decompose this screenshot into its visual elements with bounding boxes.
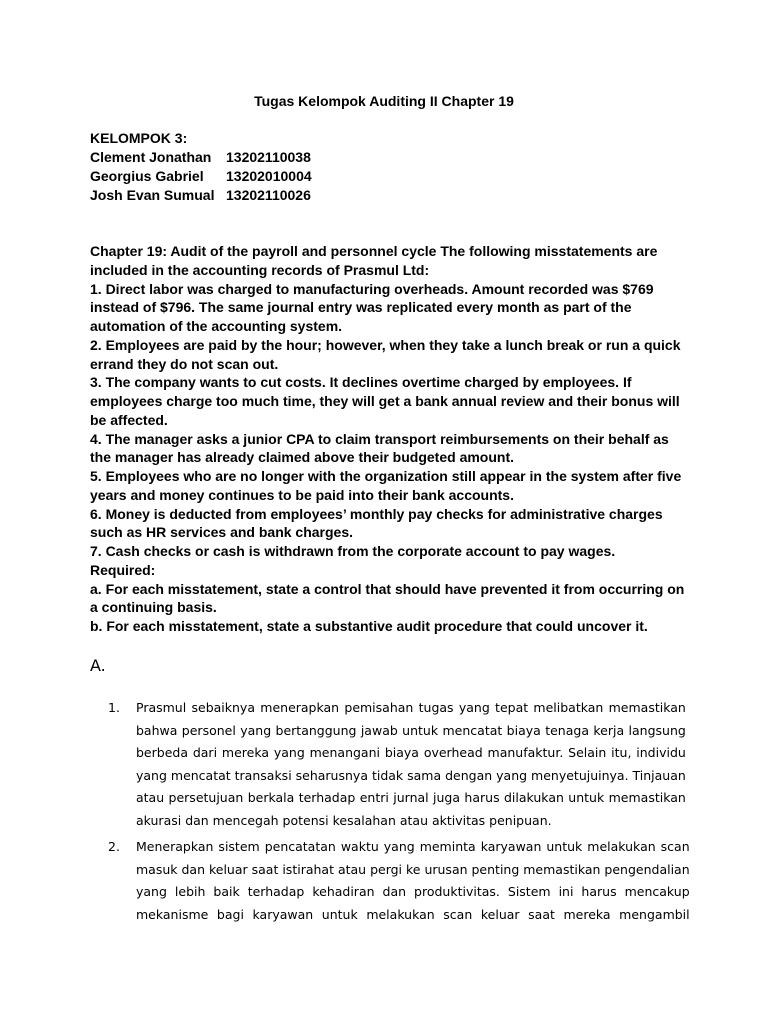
group-member	[90, 148, 312, 167]
case-line: instead of $796. The same journal entry was replicated every month as part of the	[90, 299, 632, 316]
answer-text	[136, 697, 686, 832]
case-line: 2. Employees are paid by the hour; however, when they take a lunch break or run a quick	[90, 336, 681, 353]
case-line: b. For each misstatement, state a substantive audit procedure that could uncover it.	[90, 618, 648, 634]
case-line: included in the accounting records of Prasmul Ltd:	[90, 261, 430, 278]
answer-number: 1.	[108, 700, 120, 715]
member-name: Georgius Gabriel	[90, 168, 204, 184]
answer-line: Menerapkan sistem pencatatan waktu yang meminta karyawan untuk melakukan scan	[136, 839, 690, 854]
case-line: employees charge too much time, they will get a bank annual review and their bonus will	[90, 393, 680, 409]
member-id: 13202010004	[226, 168, 312, 184]
case-line: 7. Cash checks or cash is withdrawn from the corporate account to pay wages.	[90, 543, 616, 559]
group-heading: KELOMPOK 3:	[90, 130, 188, 146]
answer-number: 2.	[108, 839, 120, 854]
case-line: 3. The company wants to cut costs. It declines overtime charged by employees. If	[90, 374, 632, 391]
answer-line: bahwa personel yang bertanggung jawab untuk mencatat biaya tenaga kerja langsung	[136, 722, 686, 738]
member-id: 13202110038	[226, 149, 311, 165]
answer-line: mekanisme bagi karyawan untuk melakukan scan keluar saat mereka mengambil	[136, 906, 690, 922]
answer-line: akurasi dan mencegah potensi kesalahan atau aktivitas penipuan.	[136, 812, 552, 828]
case-line: 6. Money is deducted from employees’ monthly pay checks for administrative charges	[90, 505, 663, 522]
answer-item	[108, 836, 690, 926]
case-line: a continuing basis.	[90, 599, 217, 616]
case-line: such as HR services and bank charges.	[90, 524, 354, 541]
case-line: errand they do not scan out.	[90, 355, 279, 372]
section-a-heading: A.	[90, 656, 106, 675]
case-line: be affected.	[90, 411, 168, 428]
answer-line: atau persetujuan berkala terhadap entri jurnal juga harus dilakukan untuk memastikan	[136, 790, 686, 805]
case-line: 4. The manager asks a junior CPA to claim transport reimbursements on their behalf as	[90, 430, 669, 447]
case-line: automation of the accounting system.	[90, 318, 343, 334]
case-line: 5. Employees who are no longer with the organization still appear in the system after five	[90, 468, 682, 484]
document-title: Tugas Kelompok Auditing II Chapter 19	[254, 93, 514, 109]
case-line: years and money continues to be paid into their bank accounts.	[90, 486, 514, 503]
answer-line: Prasmul sebaiknya menerapkan pemisahan tugas yang tepat melibatkan memastikan	[136, 700, 686, 715]
case-line: Chapter 19: Audit of the payroll and personnel cycle The following misstatements are	[90, 243, 658, 259]
case-description	[90, 242, 690, 636]
group-member	[90, 167, 312, 186]
case-line: Required:	[90, 561, 156, 578]
answer-list	[108, 697, 690, 930]
member-name: Clement Jonathan	[90, 149, 212, 165]
member-id: 13202110026	[226, 187, 311, 203]
case-line: a. For each misstatement, state a control that should have prevented it from occurring on	[90, 580, 685, 597]
answer-item	[108, 697, 686, 832]
answer-line: yang lebih baik terhadap kehadiran dan produktivitas. Sistem ini harus mencakup	[136, 884, 690, 899]
member-name: Josh Evan Sumual	[90, 187, 215, 203]
answer-line: masuk dan keluar saat istirahat atau pergi ke urusan penting memastikan pengendalian	[136, 861, 690, 877]
answer-line: berbeda dari mereka yang menangani biaya overhead manufaktur. Selain itu, individu	[136, 745, 686, 760]
answer-line: yang mencatat transaksi seharusnya tidak sama dengan yang menyetujuinya. Tinjauan	[136, 767, 686, 783]
case-line: the manager has already claimed above their budgeted amount.	[90, 449, 515, 466]
group-member	[90, 186, 312, 205]
case-line: 1. Direct labor was charged to manufacturing overheads. Amount recorded was $769	[90, 280, 654, 297]
group-info	[90, 129, 312, 205]
answer-text	[136, 836, 690, 926]
